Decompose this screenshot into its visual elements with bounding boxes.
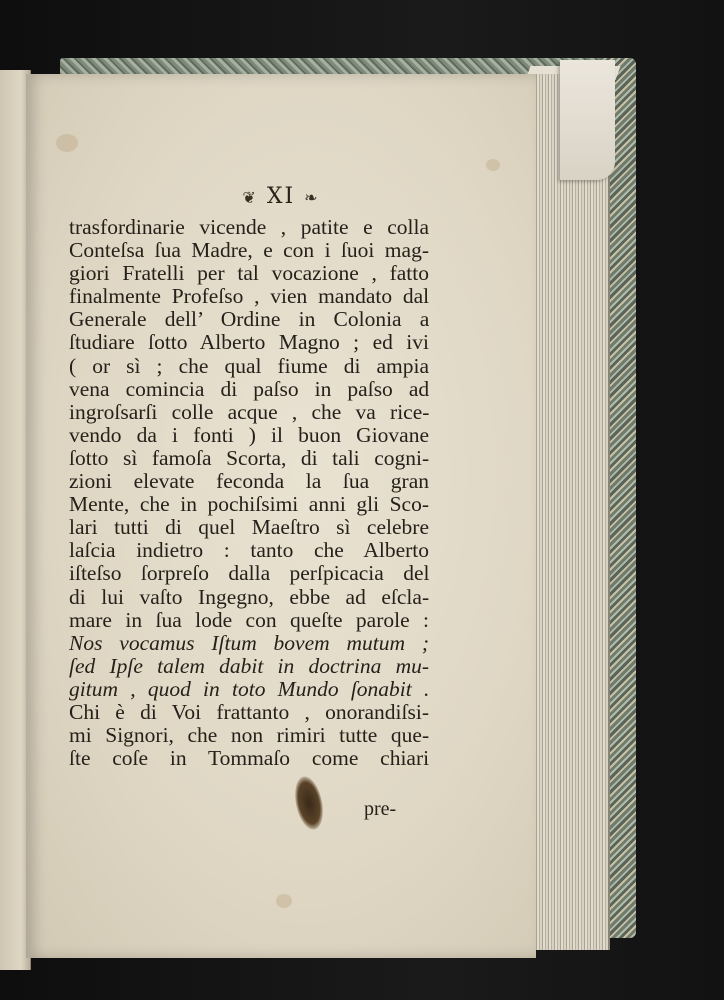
- text-line: Mente, che in pochiſsimi anni gli Sco-: [69, 492, 430, 517]
- text-line: vena comincia di paſso in paſso ad: [69, 376, 430, 401]
- text-line: vendo da i fonti ) il buon Giovane: [69, 422, 429, 447]
- text-line: trasfordinarie vicende , patite e colla: [69, 215, 429, 239]
- page-edges: [528, 74, 610, 950]
- ink-stain: [291, 774, 328, 832]
- page-header: [26, 184, 536, 209]
- text-line: iſteſso ſorpreſo dalla perſpicacia del: [69, 561, 430, 586]
- text-line: mare in ſua lode con queſte parole :: [69, 607, 429, 632]
- text-line: Conteſsa ſua Madre, e con i ſuoi mag-: [69, 238, 429, 263]
- page-number: XI: [266, 184, 296, 209]
- book-page: [26, 74, 536, 958]
- text-line: giori Fratelli per tal vocazione , fatto: [69, 261, 429, 286]
- text-line: lari tutti di quel Maeſtro sì celebre: [69, 515, 429, 540]
- text-line: Chi è di Voi frattanto , onorandiſsi-: [69, 699, 429, 724]
- folded-corner: [560, 60, 615, 180]
- body-text: [69, 216, 429, 770]
- text-line: Generale dell’ Ordine in Colonia a: [69, 307, 430, 332]
- catchword: pre-: [364, 798, 397, 820]
- text-line: gitum , quod in toto Mundo ſonabit .: [69, 676, 430, 701]
- text-line: ſtudiare ſotto Alberto Magno ; ed ivi: [69, 330, 429, 355]
- text-line: ingroſsarſi colle acque , che va rice-: [69, 399, 430, 424]
- text-line: ( or sì ; che qual fiume di ampia: [69, 353, 429, 378]
- right-ornament-icon: ❧: [304, 188, 320, 207]
- text-line: zioni elevate feconda la ſua gran: [69, 469, 429, 494]
- text-line: Nos vocamus Iſtum bovem mutum ;: [69, 630, 429, 655]
- text-line: mi Signori, che non rimiri tutte que-: [69, 723, 430, 748]
- text-line: di lui vaſto Ingegno, ebbe ad eſcla-: [69, 584, 430, 609]
- text-line: laſcia indietro : tanto che Alberto: [69, 538, 429, 563]
- left-ornament-icon: ❦: [242, 188, 258, 207]
- text-line: ſed Ipſe talem dabit in doctrina mu-: [69, 653, 429, 678]
- text-line: ſotto sì famoſa Scorta, di tali cogni-: [69, 445, 430, 470]
- text-line: ſte coſe in Tommaſo come chiari: [69, 746, 430, 771]
- text-line: finalmente Profeſso , vien mandato dal: [69, 284, 430, 309]
